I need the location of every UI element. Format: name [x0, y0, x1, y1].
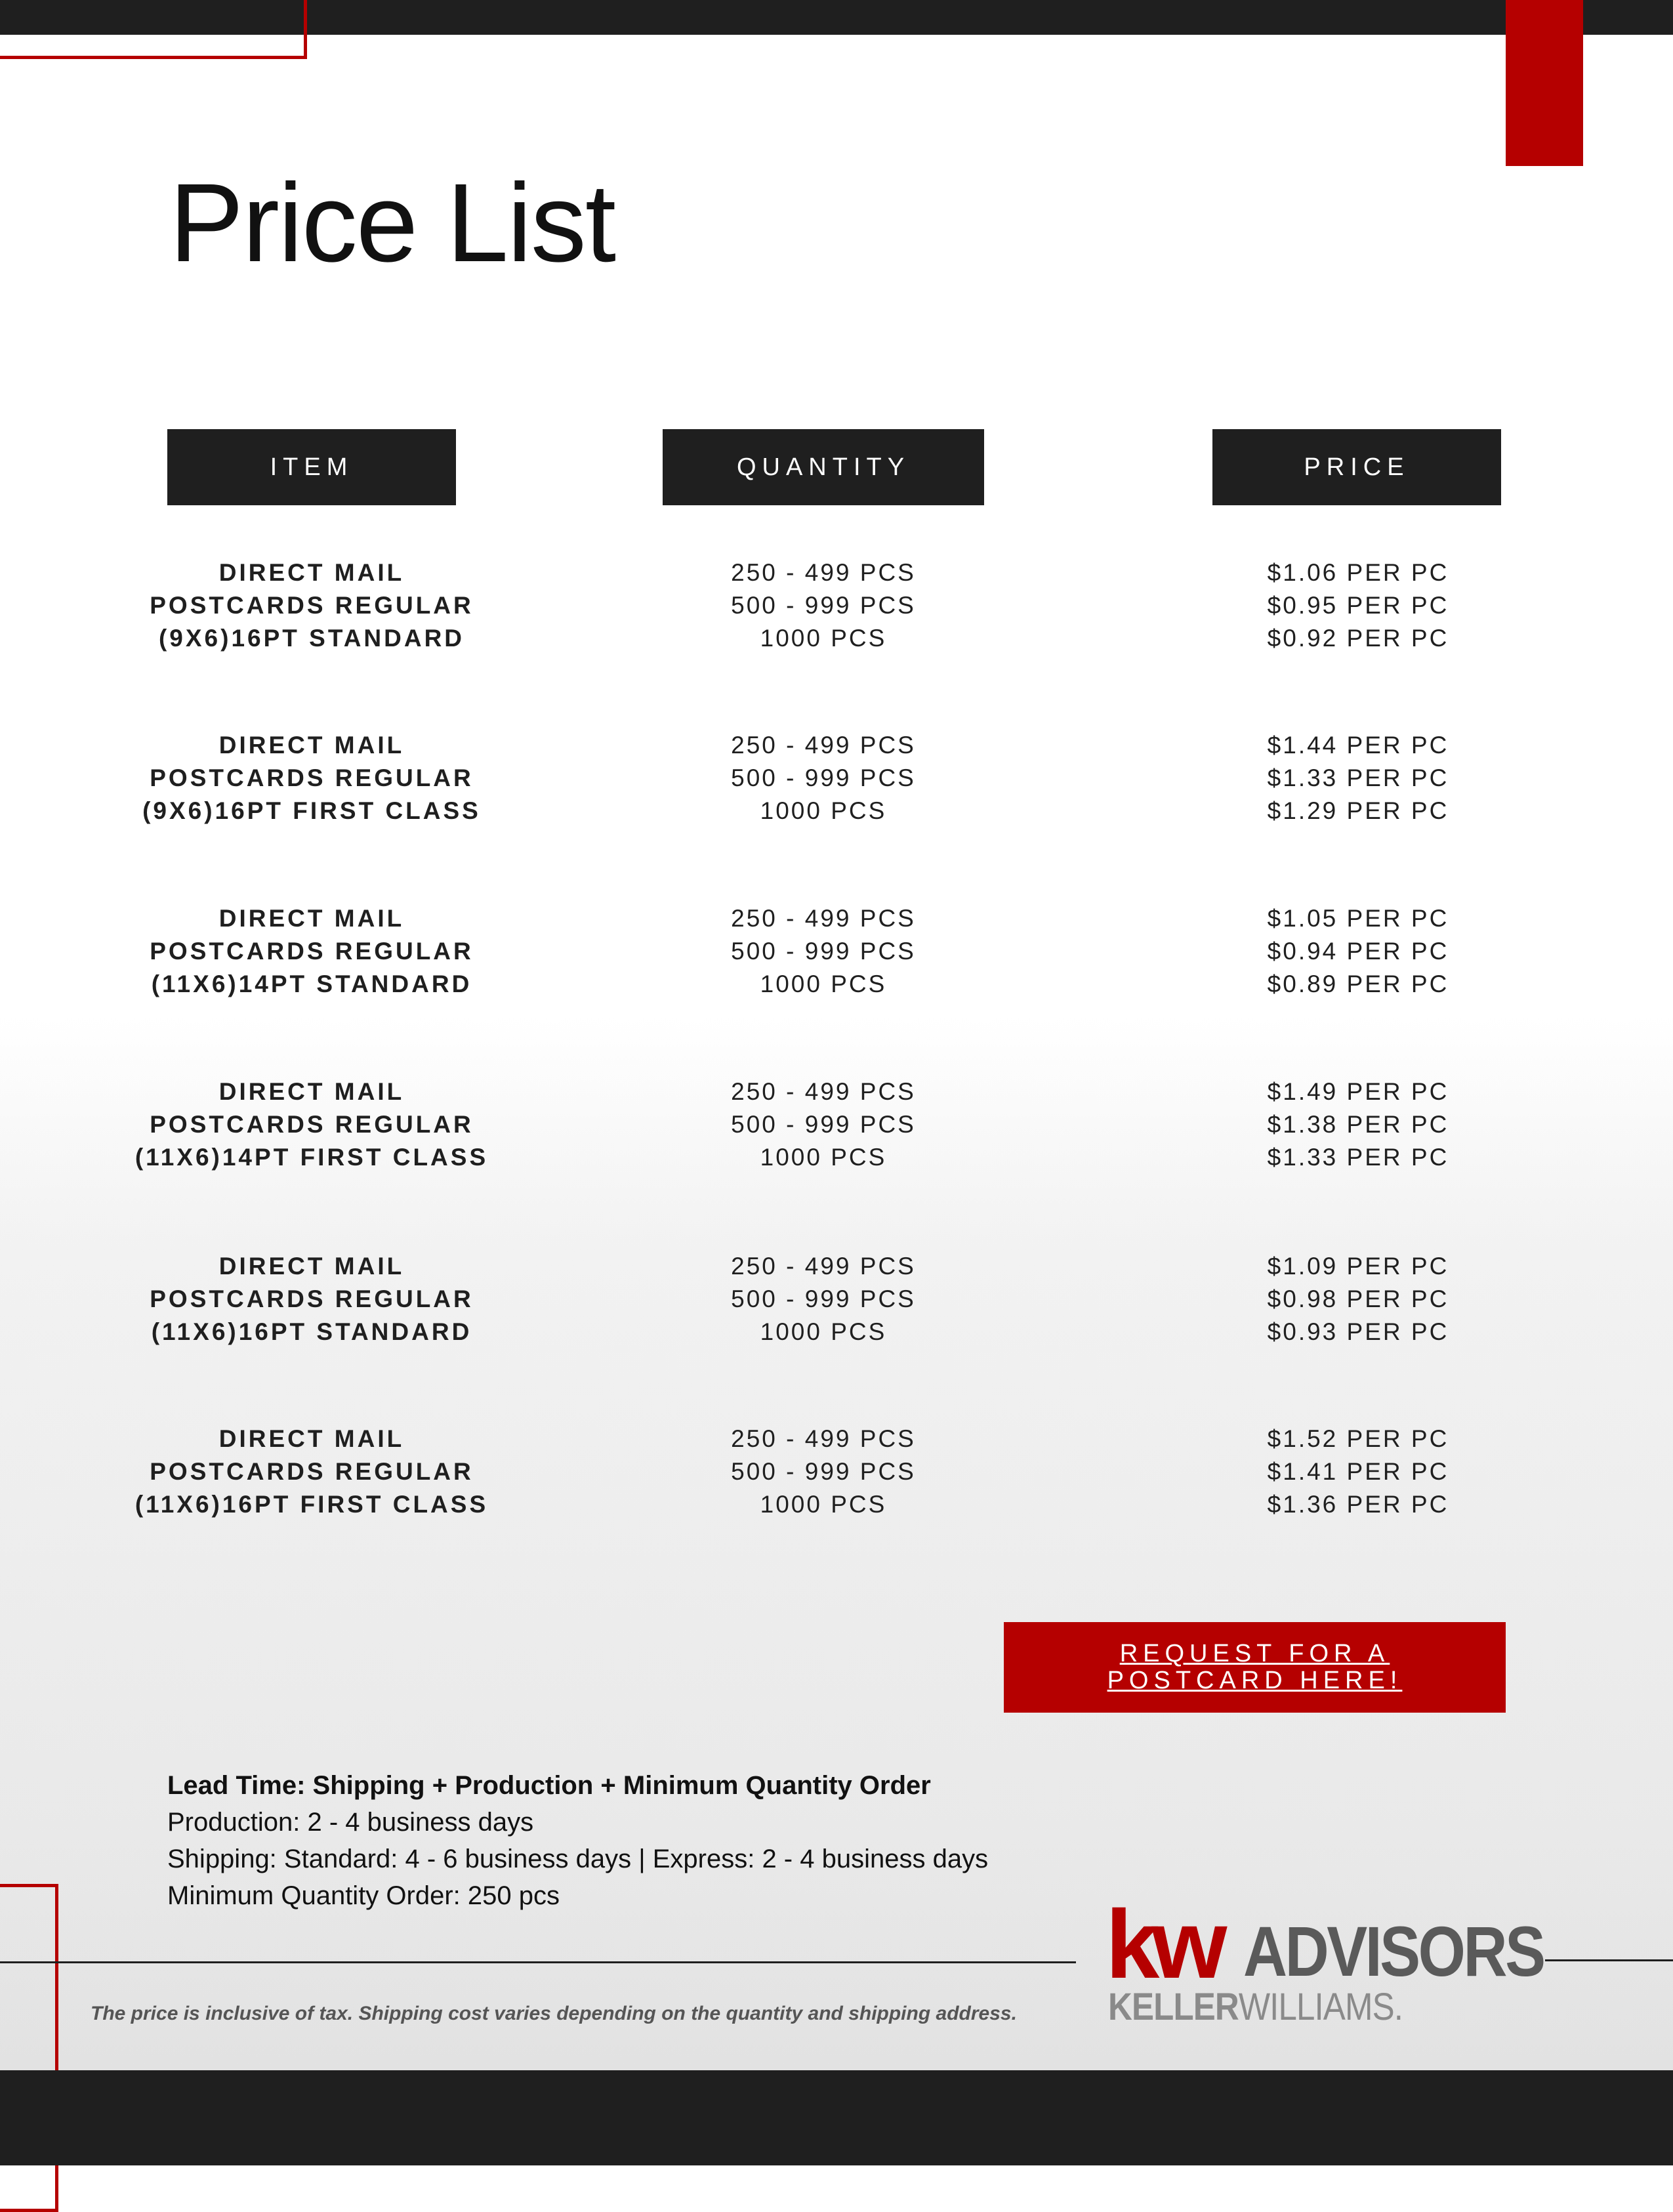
quantity-tiers: [627, 1423, 1020, 1521]
price-tier: $0.93 PER PC: [1267, 1318, 1449, 1345]
quantity-tier: 500 - 999 PCS: [731, 938, 916, 965]
price-tier: $1.33 PER PC: [1267, 1144, 1449, 1171]
item-line: (9X6)16PT STANDARD: [158, 625, 465, 652]
quantity-tier: 250 - 499 PCS: [731, 559, 916, 586]
price-tiers: [1161, 1423, 1555, 1521]
production-time: Production: 2 - 4 business days: [167, 1808, 534, 1837]
price-tier: $0.98 PER PC: [1267, 1285, 1449, 1312]
shipping-time: Shipping: Standard: 4 - 6 business days | Express: 2 - 4 business days: [167, 1845, 989, 1873]
quantity-tier: 250 - 499 PCS: [731, 1078, 916, 1105]
price-tier: $1.09 PER PC: [1267, 1253, 1449, 1280]
table-row: [0, 556, 1673, 661]
item-name: [98, 556, 525, 655]
cta-line: REQUEST FOR A: [1119, 1640, 1390, 1667]
minimum-quantity: Minimum Quantity Order: 250 pcs: [167, 1881, 560, 1910]
bottom-bar: [0, 2070, 1673, 2165]
item-line: POSTCARDS REGULAR: [150, 1458, 474, 1485]
page-title: Price List: [169, 161, 615, 285]
price-tier: $1.38 PER PC: [1267, 1111, 1449, 1138]
quantity-tier: 250 - 499 PCS: [731, 905, 916, 932]
item-name: [98, 1250, 525, 1348]
cta-line: POSTCARD HERE!: [1107, 1667, 1403, 1694]
item-line: POSTCARDS REGULAR: [150, 592, 474, 619]
logo-advisors-text: ADVISORS: [1243, 1911, 1544, 1991]
price-tier: $1.44 PER PC: [1267, 732, 1449, 759]
item-line: (11X6)16PT STANDARD: [151, 1318, 472, 1345]
table-row: [0, 729, 1673, 834]
item-line: (11X6)14PT FIRST CLASS: [134, 1144, 489, 1171]
quantity-tiers: [627, 902, 1020, 1001]
quantity-tier: 500 - 999 PCS: [731, 1458, 916, 1485]
item-line: DIRECT MAIL: [218, 905, 405, 932]
price-tiers: [1161, 902, 1555, 1001]
price-tier: $0.94 PER PC: [1267, 938, 1449, 965]
price-tier: $0.92 PER PC: [1267, 625, 1449, 652]
price-tiers: [1161, 729, 1555, 827]
price-tier: $0.95 PER PC: [1267, 592, 1449, 619]
price-tier: $1.36 PER PC: [1267, 1491, 1449, 1518]
price-tier: $1.05 PER PC: [1267, 905, 1449, 932]
price-tier: $1.33 PER PC: [1267, 764, 1449, 791]
item-line: POSTCARDS REGULAR: [150, 764, 474, 791]
price-tier: $1.41 PER PC: [1267, 1458, 1449, 1485]
kw-logo-mark: kw: [1105, 1890, 1220, 1999]
price-tier: $1.29 PER PC: [1267, 797, 1449, 824]
item-line: DIRECT MAIL: [218, 559, 405, 586]
logo-kellerwilliams-text: [1108, 1988, 1403, 2026]
quantity-tier: 500 - 999 PCS: [731, 1111, 916, 1138]
item-line: POSTCARDS REGULAR: [150, 938, 474, 965]
quantity-tier: 250 - 499 PCS: [731, 1425, 916, 1452]
item-line: (11X6)16PT FIRST CLASS: [134, 1491, 489, 1518]
quantity-tiers: [627, 556, 1020, 655]
quantity-tier: 500 - 999 PCS: [731, 592, 916, 619]
item-name: [98, 729, 525, 827]
quantity-tier: 500 - 999 PCS: [731, 1285, 916, 1312]
price-tiers: [1161, 1075, 1555, 1174]
quantity-tier: 500 - 999 PCS: [731, 764, 916, 791]
header-price: PRICE: [1212, 429, 1501, 505]
quantity-tier: 250 - 499 PCS: [731, 732, 916, 759]
item-line: DIRECT MAIL: [218, 1078, 405, 1105]
item-line: DIRECT MAIL: [218, 1253, 405, 1280]
item-line: POSTCARDS REGULAR: [150, 1285, 474, 1312]
price-tiers: [1161, 556, 1555, 655]
logo-keller: KELLER: [1108, 1986, 1239, 2028]
logo-williams: WILLIAMS.: [1238, 1986, 1403, 2028]
item-name: [98, 1423, 525, 1521]
footer-divider-right: [1545, 1959, 1673, 1961]
lead-time-heading: Lead Time: Shipping + Production + Minimum Quantity Order: [167, 1771, 931, 1800]
item-line: POSTCARDS REGULAR: [150, 1111, 474, 1138]
item-name: [98, 1075, 525, 1174]
item-name: [98, 902, 525, 1001]
item-line: (9X6)16PT FIRST CLASS: [142, 797, 481, 824]
quantity-tier: 250 - 499 PCS: [731, 1253, 916, 1280]
quantity-tiers: [627, 1250, 1020, 1348]
table-row: [0, 1250, 1673, 1355]
quantity-tier: 1000 PCS: [760, 625, 887, 652]
footer-divider-left: [0, 1961, 1076, 1963]
lead-time-section: [167, 1767, 988, 1914]
item-line: DIRECT MAIL: [218, 1425, 405, 1452]
quantity-tier: 1000 PCS: [760, 797, 887, 824]
item-line: (11X6)14PT STANDARD: [151, 970, 472, 997]
price-tier: $1.52 PER PC: [1267, 1425, 1449, 1452]
quantity-tiers: [627, 1075, 1020, 1174]
header-item: ITEM: [167, 429, 456, 505]
price-tier: $0.89 PER PC: [1267, 970, 1449, 997]
quantity-tiers: [627, 729, 1020, 827]
price-tier: $1.49 PER PC: [1267, 1078, 1449, 1105]
table-row: [0, 1423, 1673, 1528]
table-row: [0, 902, 1673, 1007]
tax-disclaimer: The price is inclusive of tax. Shipping cost varies depending on the quantity and shipping address.: [91, 2003, 1017, 2024]
item-line: DIRECT MAIL: [218, 732, 405, 759]
kw-advisors-logo: [1105, 1890, 1544, 2034]
request-postcard-button[interactable]: [1004, 1622, 1506, 1713]
table-row: [0, 1075, 1673, 1180]
header-quantity: QUANTITY: [663, 429, 984, 505]
quantity-tier: 1000 PCS: [760, 1318, 887, 1345]
quantity-tier: 1000 PCS: [760, 1144, 887, 1171]
quantity-tier: 1000 PCS: [760, 1491, 887, 1518]
price-tier: $1.06 PER PC: [1267, 559, 1449, 586]
quantity-tier: 1000 PCS: [760, 970, 887, 997]
price-tiers: [1161, 1250, 1555, 1348]
